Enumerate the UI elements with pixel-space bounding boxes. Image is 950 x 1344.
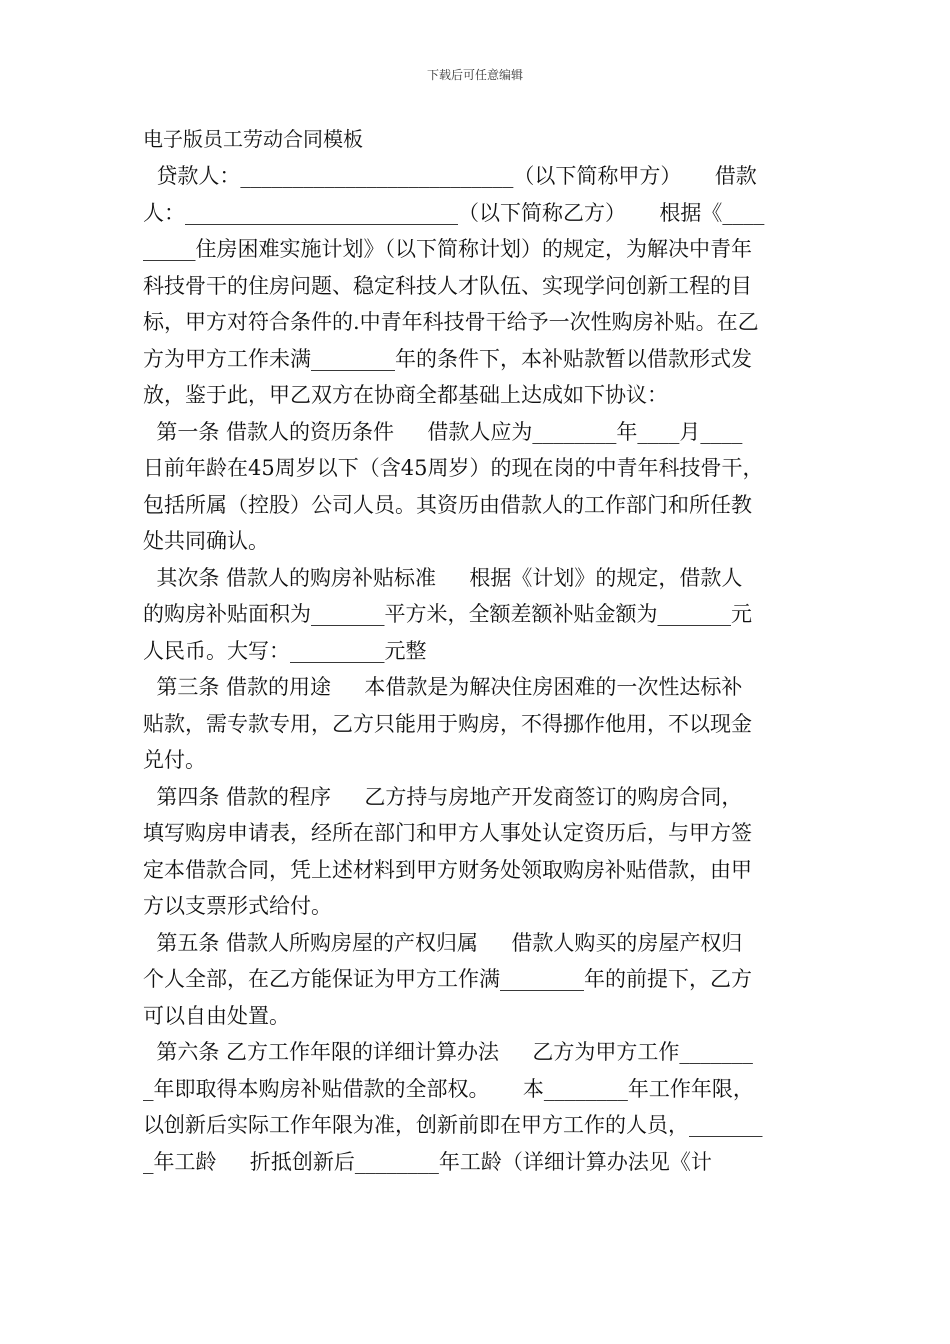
text-line: 标，甲方对符合条件的.中青年科技骨干给予一次性购房补贴。在乙 [143, 310, 759, 334]
text-line: 方为甲方工作未满________年的条件下，本补贴款暂以借款形式发 [143, 346, 752, 371]
text-line: 包括所属（控股）公司人员。其资历由借款人的工作部门和所任教 [143, 492, 752, 517]
text-line: 第六条 乙方工作年限的详细计算办法 乙方为甲方工作_______ [143, 1040, 753, 1064]
text-line: 以创新后实际工作年限为准，创新前即在甲方工作的人员，_______ [143, 1113, 763, 1137]
text-line: _____住房困难实施计划》（以下简称计划）的规定，为解决中青年 [143, 237, 752, 261]
document-title: 电子版员工劳动合同模板 [143, 127, 363, 151]
text-line: 第三条 借款的用途 本借款是为解决住房困难的一次性达标补 [143, 675, 743, 699]
text-line: 填写购房申请表，经所在部门和甲方人事处认定资历后，与甲方签 [143, 821, 752, 845]
text-line: 处共同确认。 [143, 529, 269, 553]
text-line: 第五条 借款人所购房屋的产权归属 借款人购买的房屋产权归 [143, 930, 743, 955]
text-line: 人：__________________________（以下简称乙方） 根据《____ [143, 200, 765, 225]
text-line: 人民币。大写：_________元整 [143, 638, 427, 663]
text-line: 个人全部，在乙方能保证为甲方工作满________年的前提下，乙方 [143, 967, 752, 991]
text-line: 贷款人：__________________________（以下简称甲方） 借款 [143, 164, 757, 188]
text-line: 方以支票形式给付。 [143, 894, 332, 918]
document-body [143, 120, 808, 1180]
text-line: 放，鉴于此，甲乙双方在协商全都基础上达成如下协议： [143, 383, 668, 407]
text-line: 可以自由处置。 [143, 1003, 290, 1028]
page-header: 下载后可任意编辑 [426, 68, 523, 82]
text-line: 第一条 借款人的资历条件 借款人应为________年____月____ [143, 419, 743, 444]
text-line: 其次条 借款人的购房补贴标准 根据《计划》的规定，借款人 [143, 565, 743, 590]
text-line: 兑付。 [143, 748, 206, 772]
text-line: 日前年龄在45周岁以下（含45周岁）的现在岗的中青年科技骨干， [143, 456, 764, 480]
text-line: _年即取得本购房补贴借款的全部权。 本________年工作年限， [143, 1076, 754, 1101]
text-line: 贴款，需专款专用，乙方只能用于购房，不得挪作他用，不以现金 [143, 711, 752, 736]
text-line: 的购房补贴面积为_______平方米，全额差额补贴金额为_______元 [143, 602, 752, 626]
text-line: 第四条 借款的程序 乙方持与房地产开发商签订的购房合同， [143, 784, 743, 809]
text-line: 科技骨干的住房问题、稳定科技人才队伍、实现学问创新工程的目 [143, 273, 752, 298]
text-line: _年工龄 折抵创新后________年工龄（详细计算办法见《计 [143, 1149, 712, 1174]
text-line: 定本借款合同，凭上述材料到甲方财务处领取购房补贴借款，由甲 [143, 857, 752, 882]
